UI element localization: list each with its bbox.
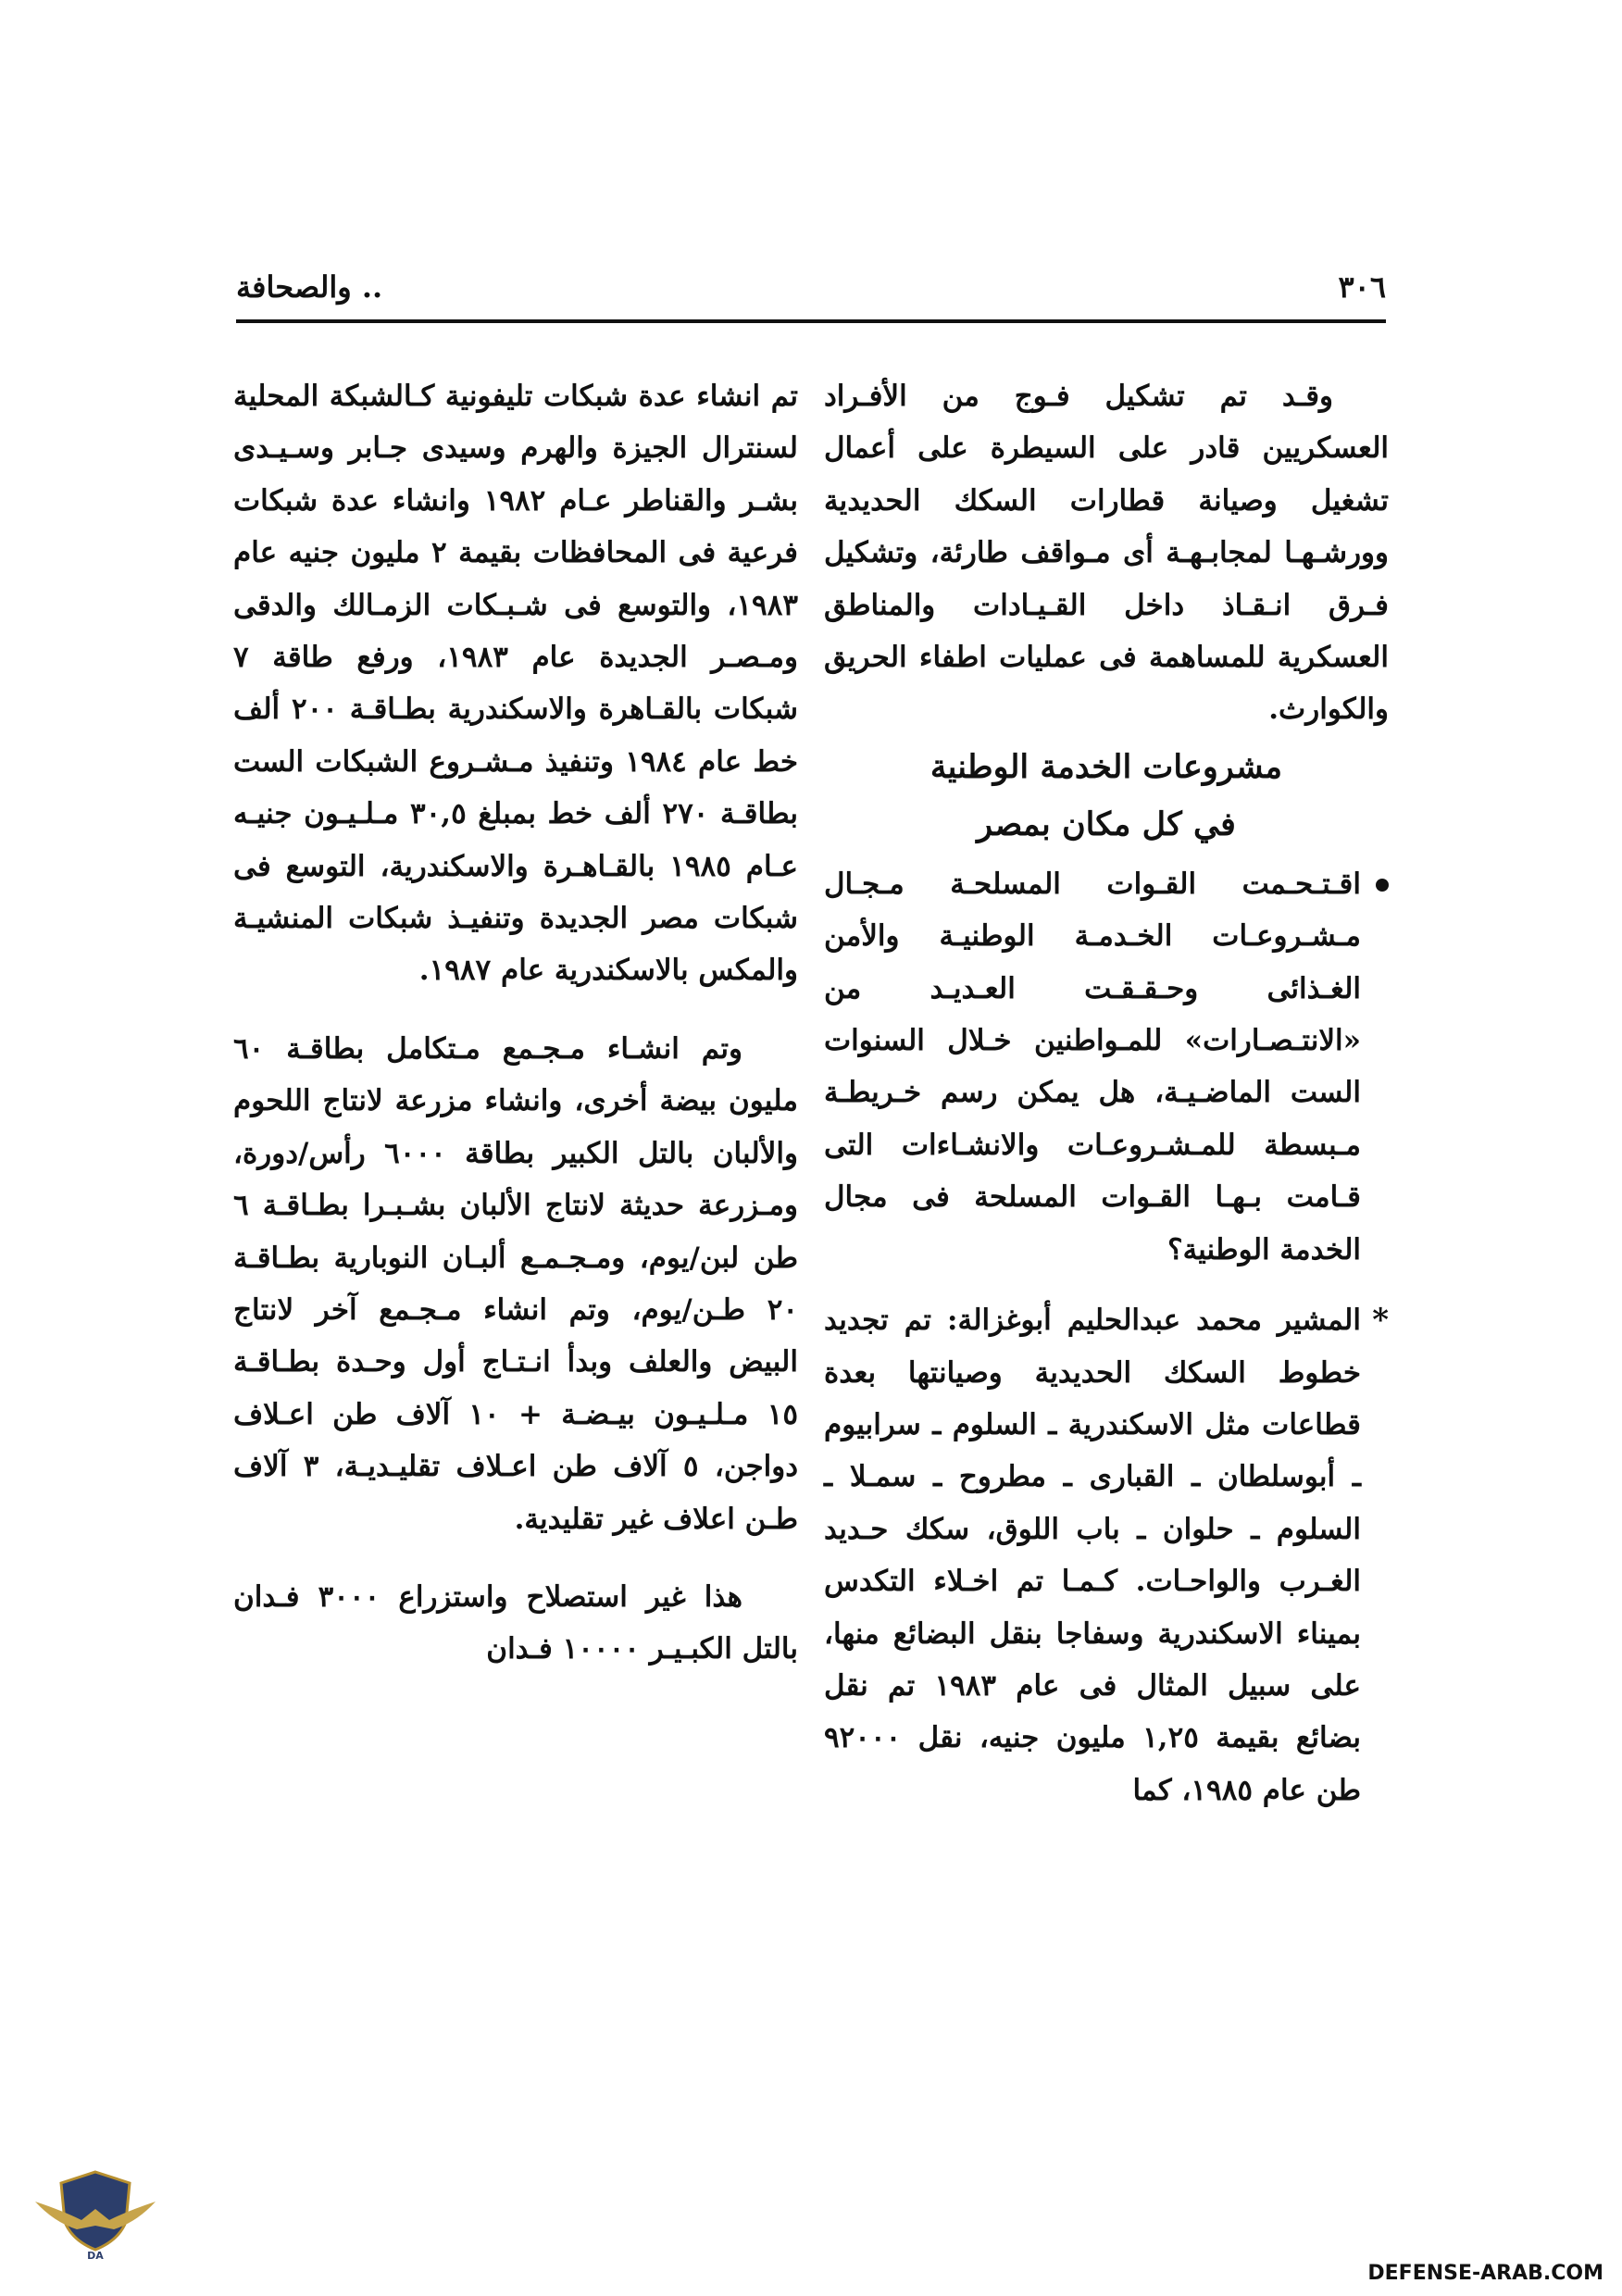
section-heading-line1: مشروعات الخدمة الوطنية [930, 747, 1283, 786]
left-column [233, 370, 798, 1676]
telephone-networks-paragraph: تم انشاء عدة شبكات تليفونية كـالشبكة المحلية لسنترال الجيزة والهرم وسيدى جـابر وسـيـدى بشـر والقناطر عـام ١٩٨٢ وانشاء عدة شبكات فرعية فى المحافظات بقيمة ٢ مليون جنيه عام ١٩٨٣، والتوسع فى شـبـكات الزمـالك والدقى ومـصـر الجديدة عام ١٩٨٣، ورفع طاقة ٧ شبكات بالقـاهرة والاسكندرية بطـاقـة ٢٠٠ ألف خط عام ١٩٨٤ وتنفيذ مـشـروع الشبكات الست بطاقـة ٢٧٠ ألف خط بمبلغ ٣٠,٥ مـلـيـون جنيـه عـام ١٩٨٥ بالقـاهـرة والاسكندرية، التوسع فى شبكات مصر الجديدة وتنفيـذ شبكات المنشيـة والمكس بالاسكندرية عام ١٩٨٧. [233, 380, 798, 988]
section-heading-line2: في كل مكان بمصر [977, 805, 1236, 843]
header-rule [236, 319, 1386, 323]
running-title: .. والصحافة [236, 269, 383, 305]
bullet-icon [1376, 879, 1389, 892]
intro-paragraph: وقـد تم تشكيل فـوج من الأفـراد العسكريين قادر على السيطرة على أعمال تشغيل وصيانة قطارات السكك الحديدية وورشـهـا لمجابـهـة أى مـواقف طارئة، وتشكيل فـرق انـقـاذ داخل القـيـادات والمناطق العسكرية للمساهمة فى عمليات اطفاء الحريق والكوارث. [824, 380, 1389, 727]
right-column [824, 370, 1389, 1816]
food-projects-paragraph: وتم انشـاء مـجـمع مـتكامل بطاقـة ٦٠ مليون بيضة أخرى، وانشاء مزرعة لانتاج اللحوم والألبان بالتل الكبير بطاقة ٦٠٠٠ رأس/دورة، ومـزرعة حديثة لانتاج الألبان بشـبـرا بطـاقـة ٦ طن لبن/يوم، ومـجـمـع ألبـان النوبارية بطـاقـة ٢٠ طـن/يوم، وتم انشاء مـجـمع آخر لانتاج البيض والعلف وبدأ انـتـاج أول وحـدة بطـاقـة ١٥ مـلـيـون بيـضـة + ١٠ آلاف طن اعـلاف دواجن، ٥ آلاف طن اعـلاف تقليـديـة، ٣ آلاف طـن اعلاف غير تقليدية. [233, 1031, 798, 1536]
answer-text: المشير محمد عبدالحليم أبوغزالة: تم تجديد خطوط السكك الحديدية وصيانتها بعدة قطاعات مثل الاسكندرية ـ السلوم ـ سرابيوم ـ أبوسلطان ـ القبارى ـ مطروح ـ سمـلا ـ السلوم ـ حلوان ـ باب اللوق، سكك حـديد الغـرب والواحـات. كـمـا تم اخـلاء التكدس بميناء الاسكندرية وسفاجا بنقل البضائع منها، على سبيل المثال فى عام ١٩٨٣ تم نقل بضائع بقيمة ١,٢٥ مليون جنيه، نقل ٩٢٠٠٠ طن عام ١٩٨٥، كما [824, 1304, 1361, 1807]
page-header [236, 264, 1386, 310]
land-reclamation-paragraph: هذا غير استصلاح واستزراع ٣٠٠٠ فـدان بالتل الكبـيـر ١٠٠٠٠ فـدان [233, 1579, 798, 1666]
answer-block [824, 1294, 1389, 1816]
watermark-url: DEFENSE-ARAB.COM [1367, 2262, 1603, 2285]
question-text: اقـتـحـمت القـوات المسلحـة مـجـال مـشـروعـات الخـدمـة الوطنيـة والأمن الغـذائى وحـقـقـت العـديـد من «الانتـصـارات» للمـواطنين خـلال السنوات الست الماضـيـة، هل يمكن رسم خـريطـة مـبسطة للمـشـروعـات والانشـاءات التى قـامت بـهـا القـوات المسلحة فى مجال الخدمة الوطنية؟ [824, 867, 1361, 1267]
page-number: ٣٠٦ [1338, 269, 1386, 305]
svg-text:DA: DA [87, 2250, 104, 2262]
question-block [824, 858, 1389, 1276]
asterisk-icon: * [1372, 1302, 1389, 1340]
eagle-shield-icon [26, 2165, 165, 2276]
arab-defense-forum-logo [26, 2165, 165, 2276]
